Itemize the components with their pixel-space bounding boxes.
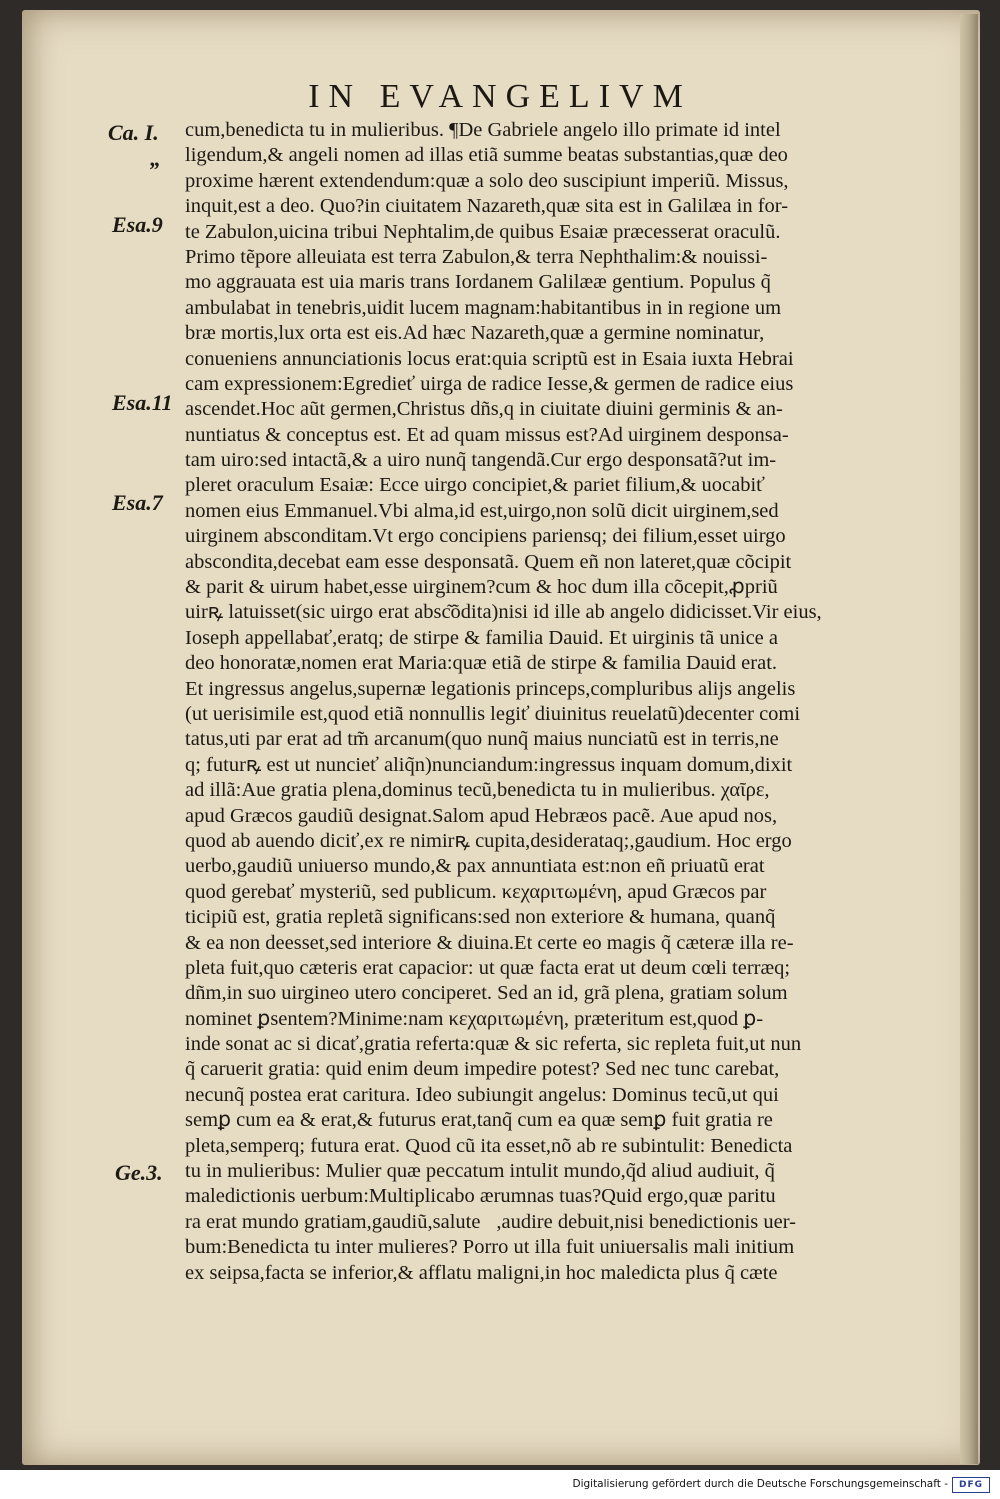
text-line: nominet ꝑsentem?Minime:nam κεχαριτωμένη, præteritum est,quod ꝑ- bbox=[185, 1007, 764, 1030]
dfg-logo bbox=[952, 1477, 990, 1493]
text-line: Ioseph appellabať,eratq; de stirpe & familia Dauid. Et uirginis tã unice a bbox=[185, 626, 779, 649]
margin-note-esa9: Esa.9 bbox=[112, 212, 163, 237]
margin-note-chapter: Ca. I. bbox=[108, 120, 159, 145]
text-line: & parit & uirum habet,esse uirginem?cum & hoc dum illa cõcepit,ꝓpriũ bbox=[185, 576, 778, 599]
text-line: mo aggrauata est uia maris trans Iordanem Galilææ gentium. Populus q̃ bbox=[185, 271, 771, 294]
text-line: uerbo,gaudiũ uniuerso mundo,& pax annuntiata est:non eñ priuatũ erat bbox=[185, 855, 765, 878]
text-line: inde sonat ac si dicať,gratia referta:quæ & sic referta, sic repleta fuit,ut nun bbox=[185, 1033, 802, 1056]
text-line: dñm,in suo uirgineo utero conciperet. Sed an id, grã plena, gratiam solum bbox=[185, 982, 788, 1005]
text-line: (ut uerisimile est,quod etiã nonnullis legiť diuinitus reuelatũ)decenter comi bbox=[185, 702, 801, 725]
text-line: tatus,uti par erat ad tm̃ arcanum(quo nunq̃ maius nunciatũ est in terris,ne bbox=[185, 728, 779, 751]
text-line: nuntiatus & conceptus est. Et ad quam missus est?Ad uirginem desponsa- bbox=[185, 423, 789, 446]
text-line: ra erat mundo gratiam,gaudiũ,saluteᷓ,audire debuit,nisi benedictionis uer- bbox=[185, 1210, 796, 1233]
text-line: ascendet.Hoc aũt germen,Christus dñs,q in ciuitate diuini germinis & an- bbox=[185, 398, 783, 421]
funding-credit: Digitalisierung gefördert durch die Deutsche Forschungsgemeinschaft - bbox=[572, 1478, 948, 1490]
text-line: quod ab auendo diciť,ex re nimirꝶ cupita,desiderataq;,gaudium. Hoc ergo bbox=[185, 829, 792, 852]
text-line: inquit,est a deo. Quo?in ciuitatem Nazareth,quæ sita est in Galilæa in for- bbox=[185, 195, 789, 218]
text-line: maledictionis uerbum:Multiplicabo ærumnas tuas?Quid ergo,quæ paritu bbox=[185, 1185, 776, 1208]
running-title: IN EVANGELIVM bbox=[308, 78, 692, 115]
text-line: nomen eius Emmanuel.Vbi alma,id est,uirgo,non solũ dicit uirginem,sed bbox=[185, 499, 779, 522]
margin-note-esa11: Esa.11 bbox=[112, 390, 173, 415]
text-line: q; futurꝶ est ut nuncieť aliq̃n)nunciandum:ingressus inquam domum,dixit bbox=[185, 753, 793, 776]
text-line: ex seipsa,facta se inferior,& afflatu maligni,in hoc maledicta plus q̃ cæte bbox=[185, 1261, 778, 1284]
text-line: & ea non deesset,sed interiore & diuina.Et certe eo magis q̃ cæteræ illa re- bbox=[185, 931, 794, 954]
text-line: abscondita,decebat eam esse desponsatã. Quem eñ non lateret,quæ cõcipit bbox=[185, 550, 792, 573]
text-line: q̃ caruerit gratia: quid enim deum impedire potest? Sed nec tunc carebat, bbox=[185, 1058, 780, 1081]
text-line: deo honoratæ,nomen erat Maria:quæ etiã de stirpe & familia Dauid erat. bbox=[185, 652, 778, 675]
dfg-logo-text: DFG bbox=[958, 1480, 983, 1490]
text-line: bum:Benedicta tu inter mulieres? Porro ut illa fuit uniuersalis mali initium bbox=[185, 1236, 795, 1259]
text-line: Primo tẽpore alleuiata est terra Zabulon,& terra Nephthalim:& nouissi- bbox=[185, 245, 768, 268]
text-line: semꝑ cum ea & erat,& futurus erat,tanq̃ cum ea quæ semꝑ fuit gratia re bbox=[185, 1109, 773, 1132]
text-line: ticipiũ est, gratia repletã significans:sed non exteriore & humana, quanq̃ bbox=[185, 906, 776, 929]
text-line: ligendum,& angeli nomen ad illas etiã summe beatas substantias,quæ deo bbox=[185, 144, 788, 167]
text-line: cam expressionem:Egredieť uirga de radice Iesse,& germen de radice eius bbox=[185, 372, 794, 395]
text-line: pleret oraculum Esaiæ: Ecce uirgo concipiet,& pariet filium,& uocabiť bbox=[185, 474, 765, 497]
text-line: bræ mortis,lux orta est eis.Ad hæc Nazareth,quæ a germine nominatur, bbox=[185, 322, 765, 345]
text-line: uirginem absconditam.Vt ergo concipiens pariensq; dei filium,esset uirgo bbox=[185, 525, 786, 548]
margin-note-genesis: Ge.3. bbox=[115, 1160, 163, 1185]
text-line: quod gerebať mysteriũ, sed publicum. κεχαριτωμένη, apud Græcos par bbox=[185, 880, 767, 903]
text-line: necunq̃ postea erat caritura. Ideo subiungit angelus: Dominus tecũ,ut qui bbox=[185, 1083, 779, 1106]
text-line: conueniens annunciationis locus erat:quia scriptũ est in Esaia iuxta Hebrai bbox=[185, 347, 794, 370]
text-line: ad illã:Aue gratia plena,dominus tecũ,benedicta tu in mulieribus. χαῖρε, bbox=[185, 779, 770, 802]
text-line: te Zabulon,uicina tribui Nephtalim,de quibus Esaiæ præcesserat oraculũ. bbox=[185, 220, 781, 243]
main-text-column bbox=[185, 118, 935, 1286]
text-line: Et ingressus angelus,supernæ legationis princeps,compluribus alijs angelis bbox=[185, 677, 796, 700]
text-line: pleta,semperq; futura erat. Quod cũ ita esset,nõ ab re subintulit: Benedicta bbox=[185, 1134, 793, 1157]
text-line: apud Græcos gaudiũ designat.Salom apud Hebræos pacẽ. Aue apud nos, bbox=[185, 804, 778, 827]
margin-note-quote-mark: „ bbox=[150, 146, 161, 171]
text-line: tam uiro:sed intactã,& a uiro nunq̃ tangendã.Cur ergo desponsatã?ut im- bbox=[185, 449, 777, 472]
text-line: tu in mulieribus: Mulier quæ peccatum intulit mundo,q̃d aliud audiuit, q̃ bbox=[185, 1160, 775, 1183]
footer-bar bbox=[0, 1470, 1000, 1499]
margin-note-esa7: Esa.7 bbox=[112, 490, 163, 515]
text-line: uirꝶ latuisset(sic uirgo erat absc͂õdita)nisi id ille ab angelo didicisset.Vir eius, bbox=[185, 601, 822, 624]
text-line: ambulabat in tenebris,uidit lucem magnam:habitantibus in in regione um bbox=[185, 296, 782, 319]
text-line: cum,benedicta tu in mulieribus. ¶De Gabriele angelo illo primate id intel bbox=[185, 119, 781, 141]
text-line: pleta fuit,quo cæteris erat capacior: ut quæ facta erat ut deum cœli terræq; bbox=[185, 956, 791, 979]
text-line: proxime hærent extendendum:quæ a solo deo suscipiunt imperiũ. Missus, bbox=[185, 169, 789, 192]
page-edge bbox=[960, 14, 978, 1464]
